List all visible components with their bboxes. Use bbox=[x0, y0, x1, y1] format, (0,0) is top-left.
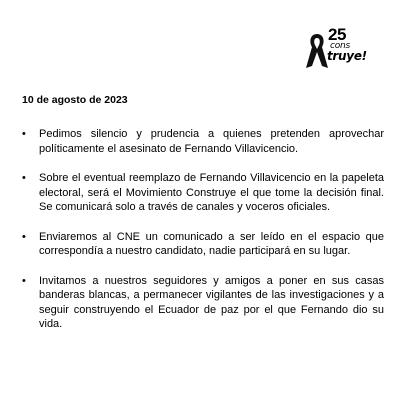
statement-points bbox=[22, 127, 384, 347]
statement-point-text: Invitamos a nuestros seguidores y amigos a poner en sus casas banderas blancas, a permanecer vigilantes de las investigaciones y a seguir construyendo el Ecuador de paz por el que Fernando dio su vida. bbox=[39, 274, 384, 330]
statement-point bbox=[22, 274, 384, 332]
statement-point-text: Enviaremos al CNE un comunicado a ser leído en el espacio que correspondía a nuestro candidato, nadie participará en su lugar. bbox=[39, 230, 384, 257]
statement-point-text: Sobre el eventual reemplazo de Fernando Villavicencio en la papeleta electoral, será el Movimiento Construye el que tome la decisión final. Se comunicará solo a través de canales y voceros oficiales. bbox=[39, 172, 384, 213]
statement-date: 10 de agosto de 2023 bbox=[22, 94, 128, 106]
statement-point bbox=[22, 171, 384, 215]
bullet-icon: • bbox=[22, 230, 26, 243]
statement-point bbox=[22, 127, 384, 156]
logo-top-text: cons bbox=[330, 41, 351, 51]
statement-point-text: Pedimos silencio y prudencia a quienes pretenden aprovechar políticamente el asesinato de Fernando Villavicencio. bbox=[39, 128, 384, 155]
logo-number: 25 bbox=[328, 25, 346, 44]
bullet-icon: • bbox=[22, 128, 26, 140]
logo-bottom-text: truye! bbox=[327, 49, 367, 63]
statement-point bbox=[22, 230, 384, 259]
bullet-icon: • bbox=[22, 274, 26, 287]
construye-logo bbox=[304, 26, 388, 74]
bullet-icon: • bbox=[22, 172, 26, 184]
